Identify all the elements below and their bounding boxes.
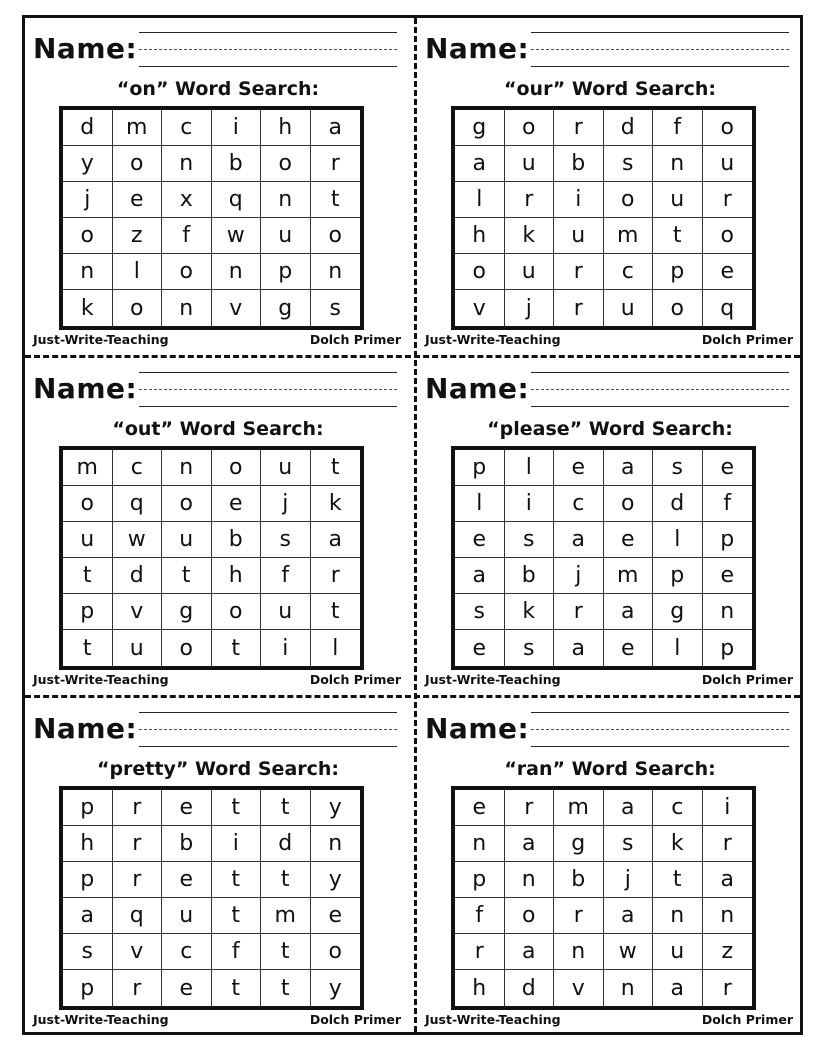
letter-cell[interactable]: a <box>311 522 361 558</box>
letter-cell[interactable]: r <box>554 290 604 326</box>
letter-cell[interactable]: y <box>311 790 361 826</box>
letter-cell[interactable]: q <box>212 182 262 218</box>
letter-cell[interactable]: y <box>328 975 342 1001</box>
letter-cell[interactable]: o <box>162 254 212 290</box>
letter-cell[interactable]: b <box>554 862 604 898</box>
letter-cell[interactable]: d <box>113 558 163 594</box>
letter-cell[interactable]: e <box>703 450 753 486</box>
letter-cell[interactable]: a <box>554 630 604 666</box>
letter-cell[interactable]: s <box>604 146 654 182</box>
letter-cell[interactable]: t <box>311 450 361 486</box>
letter-cell[interactable]: d <box>505 970 555 1006</box>
letter-cell[interactable]: r <box>113 970 163 1006</box>
letter-cell[interactable]: n <box>63 254 113 290</box>
letter-cell[interactable]: t <box>212 862 262 898</box>
letter-cell[interactable]: r <box>554 254 604 290</box>
letter-cell[interactable]: o <box>63 218 113 254</box>
letter-cell[interactable]: p <box>653 254 703 290</box>
name-write-field[interactable] <box>531 370 789 408</box>
letter-cell[interactable]: i <box>212 110 262 146</box>
letter-cell[interactable]: m <box>554 790 604 826</box>
letter-cell[interactable]: o <box>505 898 555 934</box>
letter-cell[interactable]: k <box>311 486 361 522</box>
letter-cell[interactable]: g <box>162 594 212 630</box>
letter-cell[interactable]: c <box>554 486 604 522</box>
letter-cell[interactable]: u <box>604 290 654 326</box>
letter-cell[interactable]: r <box>113 790 163 826</box>
letter-cell[interactable]: o <box>703 110 753 146</box>
letter-cell[interactable]: b <box>505 558 555 594</box>
letter-cell[interactable]: e <box>703 254 753 290</box>
letter-cell[interactable]: b <box>162 826 212 862</box>
letter-cell[interactable]: p <box>63 790 113 826</box>
letter-cell[interactable]: z <box>703 934 753 970</box>
letter-cell[interactable]: f <box>261 558 311 594</box>
letter-cell[interactable]: n <box>212 254 262 290</box>
letter-cell[interactable]: a <box>703 862 753 898</box>
letter-cell[interactable]: o <box>212 594 262 630</box>
name-label: Name: <box>425 32 530 65</box>
letter-cell[interactable]: t <box>212 790 262 826</box>
letter-cell[interactable]: h <box>455 218 505 254</box>
letter-grid <box>59 786 364 1010</box>
letter-cell[interactable]: j <box>604 862 654 898</box>
name-label: Name: <box>33 32 138 65</box>
name-label: Name: <box>425 372 530 405</box>
footer-level: Dolch Primer <box>309 1012 401 1027</box>
word-search-card <box>25 698 411 1037</box>
letter-cell[interactable]: o <box>113 146 163 182</box>
letter-cell[interactable]: r <box>505 182 555 218</box>
letter-cell[interactable]: n <box>703 898 753 934</box>
letter-cell[interactable]: n <box>554 934 604 970</box>
footer-level: Dolch Primer <box>309 672 401 687</box>
letter-cell[interactable]: n <box>261 182 311 218</box>
letter-cell[interactable]: j <box>63 182 113 218</box>
letter-cell[interactable]: e <box>113 182 163 218</box>
letter-cell[interactable]: n <box>162 290 212 326</box>
letter-cell[interactable]: u <box>554 218 604 254</box>
letter-cell[interactable]: n <box>311 826 361 862</box>
letter-cell[interactable]: p <box>63 970 113 1006</box>
letter-cell[interactable]: u <box>653 182 703 218</box>
letter-cell[interactable]: c <box>653 790 703 826</box>
letter-cell[interactable]: q <box>113 486 163 522</box>
letter-cell[interactable]: g <box>554 826 604 862</box>
letter-cell[interactable]: e <box>604 630 654 666</box>
letter-cell[interactable]: u <box>505 254 555 290</box>
name-label: Name: <box>33 372 138 405</box>
letter-cell[interactable]: s <box>261 522 311 558</box>
letter-grid <box>59 106 364 330</box>
letter-cell[interactable]: u <box>261 450 311 486</box>
letter-cell[interactable]: c <box>162 110 212 146</box>
footer-credit: Just-Write-Teaching <box>33 672 169 687</box>
letter-cell[interactable]: p <box>455 862 505 898</box>
letter-cell[interactable]: a <box>455 146 505 182</box>
letter-cell[interactable]: o <box>311 934 361 970</box>
footer-credit: Just-Write-Teaching <box>425 332 561 347</box>
letter-cell[interactable]: j <box>261 486 311 522</box>
letter-cell[interactable]: r <box>113 862 163 898</box>
letter-cell[interactable]: w <box>604 934 654 970</box>
letter-cell[interactable]: f <box>455 898 505 934</box>
letter-cell[interactable]: o <box>113 290 163 326</box>
letter-cell[interactable]: i <box>261 630 311 666</box>
letter-cell[interactable]: n <box>653 898 703 934</box>
letter-cell[interactable]: m <box>261 898 311 934</box>
letter-cell[interactable]: j <box>505 290 555 326</box>
letter-cell[interactable]: d <box>63 110 113 146</box>
letter-cell[interactable]: u <box>261 218 311 254</box>
letter-cell[interactable]: n <box>604 970 654 1006</box>
letter-cell[interactable]: r <box>311 146 361 182</box>
letter-cell[interactable]: v <box>113 594 163 630</box>
letter-cell[interactable]: l <box>653 522 703 558</box>
word-search-title: “out” Word Search: <box>112 418 324 440</box>
letter-cell[interactable]: t <box>311 594 361 630</box>
letter-cell[interactable]: b <box>212 146 262 182</box>
letter-cell[interactable]: u <box>113 630 163 666</box>
letter-grid <box>451 786 756 1010</box>
letter-cell[interactable]: n <box>162 450 212 486</box>
letter-cell[interactable]: h <box>455 970 505 1006</box>
letter-cell[interactable]: o <box>653 290 703 326</box>
letter-cell[interactable]: c <box>604 254 654 290</box>
letter-cell[interactable]: t <box>212 630 262 666</box>
letter-cell[interactable]: o <box>455 254 505 290</box>
word-search-title: “please” Word Search: <box>487 418 733 440</box>
letter-cell[interactable]: u <box>63 522 113 558</box>
letter-cell[interactable]: j <box>554 558 604 594</box>
letter-cell[interactable]: t <box>261 934 311 970</box>
letter-cell[interactable]: a <box>604 898 654 934</box>
letter-cell[interactable]: t <box>63 630 113 666</box>
letter-cell[interactable]: w <box>113 522 163 558</box>
letter-cell[interactable]: l <box>113 254 163 290</box>
letter-cell[interactable]: p <box>653 558 703 594</box>
word-search-title: “pretty” Word Search: <box>96 758 340 780</box>
footer-credit: Just-Write-Teaching <box>425 672 561 687</box>
letter-cell[interactable]: r <box>311 558 361 594</box>
letter-cell[interactable]: u <box>703 146 753 182</box>
letter-cell[interactable]: p <box>455 450 505 486</box>
letter-cell[interactable]: m <box>604 218 654 254</box>
letter-cell[interactable]: u <box>505 146 555 182</box>
letter-cell[interactable]: f <box>703 486 753 522</box>
letter-cell[interactable]: t <box>653 218 703 254</box>
letter-cell[interactable]: t <box>63 558 113 594</box>
letter-cell[interactable]: y <box>311 862 361 898</box>
letter-cell[interactable]: e <box>554 450 604 486</box>
letter-cell[interactable]: a <box>505 826 555 862</box>
letter-cell[interactable]: a <box>604 450 654 486</box>
letter-cell[interactable]: e <box>162 970 212 1006</box>
letter-cell[interactable]: v <box>455 290 505 326</box>
letter-cell[interactable]: t <box>162 558 212 594</box>
letter-cell[interactable]: h <box>261 110 311 146</box>
letter-cell[interactable]: n <box>455 826 505 862</box>
letter-cell[interactable]: e <box>311 898 361 934</box>
letter-cell[interactable]: m <box>604 558 654 594</box>
letter-cell[interactable]: m <box>113 110 163 146</box>
letter-cell[interactable]: h <box>212 558 262 594</box>
word-search-card <box>417 698 803 1037</box>
letter-cell[interactable]: r <box>703 826 753 862</box>
name-label: Name: <box>33 712 138 745</box>
name-write-field[interactable] <box>139 30 397 68</box>
word-search-card <box>25 358 411 697</box>
letter-cell[interactable]: l <box>455 182 505 218</box>
letter-grid <box>59 446 364 670</box>
letter-cell[interactable]: r <box>554 594 604 630</box>
letter-cell[interactable]: s <box>455 594 505 630</box>
letter-cell[interactable]: s <box>505 522 555 558</box>
letter-cell[interactable]: t <box>212 970 262 1006</box>
letter-cell[interactable]: c <box>113 450 163 486</box>
letter-cell[interactable]: e <box>604 522 654 558</box>
letter-cell[interactable]: r <box>703 182 753 218</box>
letter-cell[interactable]: n <box>505 862 555 898</box>
letter-cell[interactable]: n <box>162 146 212 182</box>
footer-credit: Just-Write-Teaching <box>33 332 169 347</box>
letter-cell[interactable]: s <box>63 934 113 970</box>
letter-cell[interactable]: t <box>261 790 311 826</box>
letter-cell[interactable]: e <box>212 486 262 522</box>
letter-cell[interactable]: y <box>63 146 113 182</box>
letter-cell[interactable]: x <box>162 182 212 218</box>
letter-cell[interactable]: a <box>604 790 654 826</box>
footer-level: Dolch Primer <box>309 332 401 347</box>
letter-cell[interactable]: z <box>113 218 163 254</box>
letter-cell[interactable]: o <box>212 450 262 486</box>
letter-cell[interactable]: r <box>505 790 555 826</box>
letter-cell[interactable]: e <box>455 630 505 666</box>
letter-cell[interactable]: k <box>653 826 703 862</box>
letter-cell[interactable]: e <box>703 558 753 594</box>
letter-cell[interactable]: k <box>505 594 555 630</box>
footer-level: Dolch Primer <box>701 672 793 687</box>
letter-cell[interactable]: a <box>455 558 505 594</box>
letter-cell[interactable]: r <box>554 110 604 146</box>
letter-cell[interactable]: n <box>703 594 753 630</box>
letter-cell[interactable]: p <box>63 594 113 630</box>
letter-cell[interactable]: o <box>261 146 311 182</box>
letter-cell[interactable]: l <box>505 450 555 486</box>
letter-cell[interactable]: i <box>212 826 262 862</box>
letter-cell[interactable]: t <box>261 862 311 898</box>
letter-cell[interactable]: b <box>212 522 262 558</box>
letter-cell[interactable]: a <box>554 522 604 558</box>
letter-cell[interactable]: r <box>722 975 732 1001</box>
letter-cell[interactable]: i <box>703 790 753 826</box>
word-search-title: “ran” Word Search: <box>504 758 716 780</box>
letter-cell[interactable]: t <box>261 970 311 1006</box>
letter-cell[interactable]: a <box>311 110 361 146</box>
letter-cell[interactable]: v <box>113 934 163 970</box>
letter-cell[interactable]: t <box>653 862 703 898</box>
letter-cell[interactable]: w <box>212 218 262 254</box>
letter-cell[interactable]: l <box>653 630 703 666</box>
letter-cell[interactable]: v <box>212 290 262 326</box>
name-write-field[interactable] <box>531 30 789 68</box>
letter-cell[interactable]: p <box>261 254 311 290</box>
letter-cell[interactable]: k <box>63 290 113 326</box>
letter-cell[interactable]: o <box>63 486 113 522</box>
letter-cell[interactable]: q <box>113 898 163 934</box>
footer-credit: Just-Write-Teaching <box>33 1012 169 1027</box>
letter-cell[interactable]: o <box>604 486 654 522</box>
letter-cell[interactable]: o <box>162 630 212 666</box>
letter-cell[interactable]: e <box>455 790 505 826</box>
letter-cell[interactable]: o <box>162 486 212 522</box>
footer-level: Dolch Primer <box>701 332 793 347</box>
letter-cell[interactable]: h <box>63 826 113 862</box>
word-search-title: “on” Word Search: <box>116 78 320 100</box>
letter-cell[interactable]: o <box>703 218 753 254</box>
letter-cell[interactable]: s <box>653 450 703 486</box>
letter-cell[interactable]: f <box>212 934 262 970</box>
letter-cell[interactable]: f <box>653 110 703 146</box>
letter-cell[interactable]: g <box>455 110 505 146</box>
letter-cell[interactable]: s <box>329 295 341 321</box>
letter-cell[interactable]: a <box>505 934 555 970</box>
letter-cell[interactable]: d <box>604 110 654 146</box>
letter-grid <box>451 446 756 670</box>
letter-cell[interactable]: k <box>505 218 555 254</box>
letter-cell[interactable]: u <box>261 594 311 630</box>
letter-cell[interactable]: a <box>604 594 654 630</box>
letter-cell[interactable]: o <box>604 182 654 218</box>
letter-cell[interactable]: n <box>653 146 703 182</box>
letter-cell[interactable]: t <box>311 182 361 218</box>
letter-cell[interactable]: p <box>703 522 753 558</box>
letter-cell[interactable]: v <box>554 970 604 1006</box>
letter-cell[interactable]: m <box>63 450 113 486</box>
letter-cell[interactable]: e <box>162 862 212 898</box>
word-search-card <box>417 18 803 357</box>
letter-cell[interactable]: p <box>720 635 735 661</box>
letter-grid <box>451 106 756 330</box>
letter-cell[interactable]: r <box>554 898 604 934</box>
footer-level: Dolch Primer <box>701 1012 793 1027</box>
letter-cell[interactable]: e <box>455 522 505 558</box>
word-search-title: “our” Word Search: <box>504 78 716 100</box>
letter-cell[interactable]: i <box>554 182 604 218</box>
letter-cell[interactable]: b <box>554 146 604 182</box>
letter-cell[interactable]: q <box>720 295 735 321</box>
letter-cell[interactable]: p <box>63 862 113 898</box>
name-write-field[interactable] <box>139 370 397 408</box>
name-label: Name: <box>425 712 530 745</box>
letter-cell[interactable]: d <box>653 486 703 522</box>
letter-cell[interactable]: e <box>162 790 212 826</box>
letter-cell[interactable]: s <box>604 826 654 862</box>
letter-cell[interactable]: o <box>505 110 555 146</box>
letter-cell[interactable]: f <box>162 218 212 254</box>
letter-cell[interactable]: t <box>212 898 262 934</box>
letter-cell[interactable]: u <box>162 898 212 934</box>
letter-cell[interactable]: i <box>505 486 555 522</box>
letter-cell[interactable]: l <box>455 486 505 522</box>
letter-cell[interactable]: r <box>455 934 505 970</box>
letter-cell[interactable]: g <box>261 290 311 326</box>
word-search-card <box>25 18 411 357</box>
letter-cell[interactable]: r <box>113 826 163 862</box>
name-write-field[interactable] <box>531 710 789 748</box>
name-write-field[interactable] <box>139 710 397 748</box>
letter-cell[interactable]: c <box>162 934 212 970</box>
letter-cell[interactable]: a <box>63 898 113 934</box>
letter-cell[interactable]: o <box>311 218 361 254</box>
letter-cell[interactable]: l <box>332 635 339 661</box>
footer-credit: Just-Write-Teaching <box>425 1012 561 1027</box>
letter-cell[interactable]: a <box>653 970 703 1006</box>
word-search-card <box>417 358 803 697</box>
letter-cell[interactable]: s <box>505 630 555 666</box>
letter-cell[interactable]: d <box>261 826 311 862</box>
worksheet-page <box>22 15 803 1035</box>
letter-cell[interactable]: n <box>311 254 361 290</box>
letter-cell[interactable]: g <box>653 594 703 630</box>
letter-cell[interactable]: u <box>653 934 703 970</box>
letter-cell[interactable]: u <box>162 522 212 558</box>
